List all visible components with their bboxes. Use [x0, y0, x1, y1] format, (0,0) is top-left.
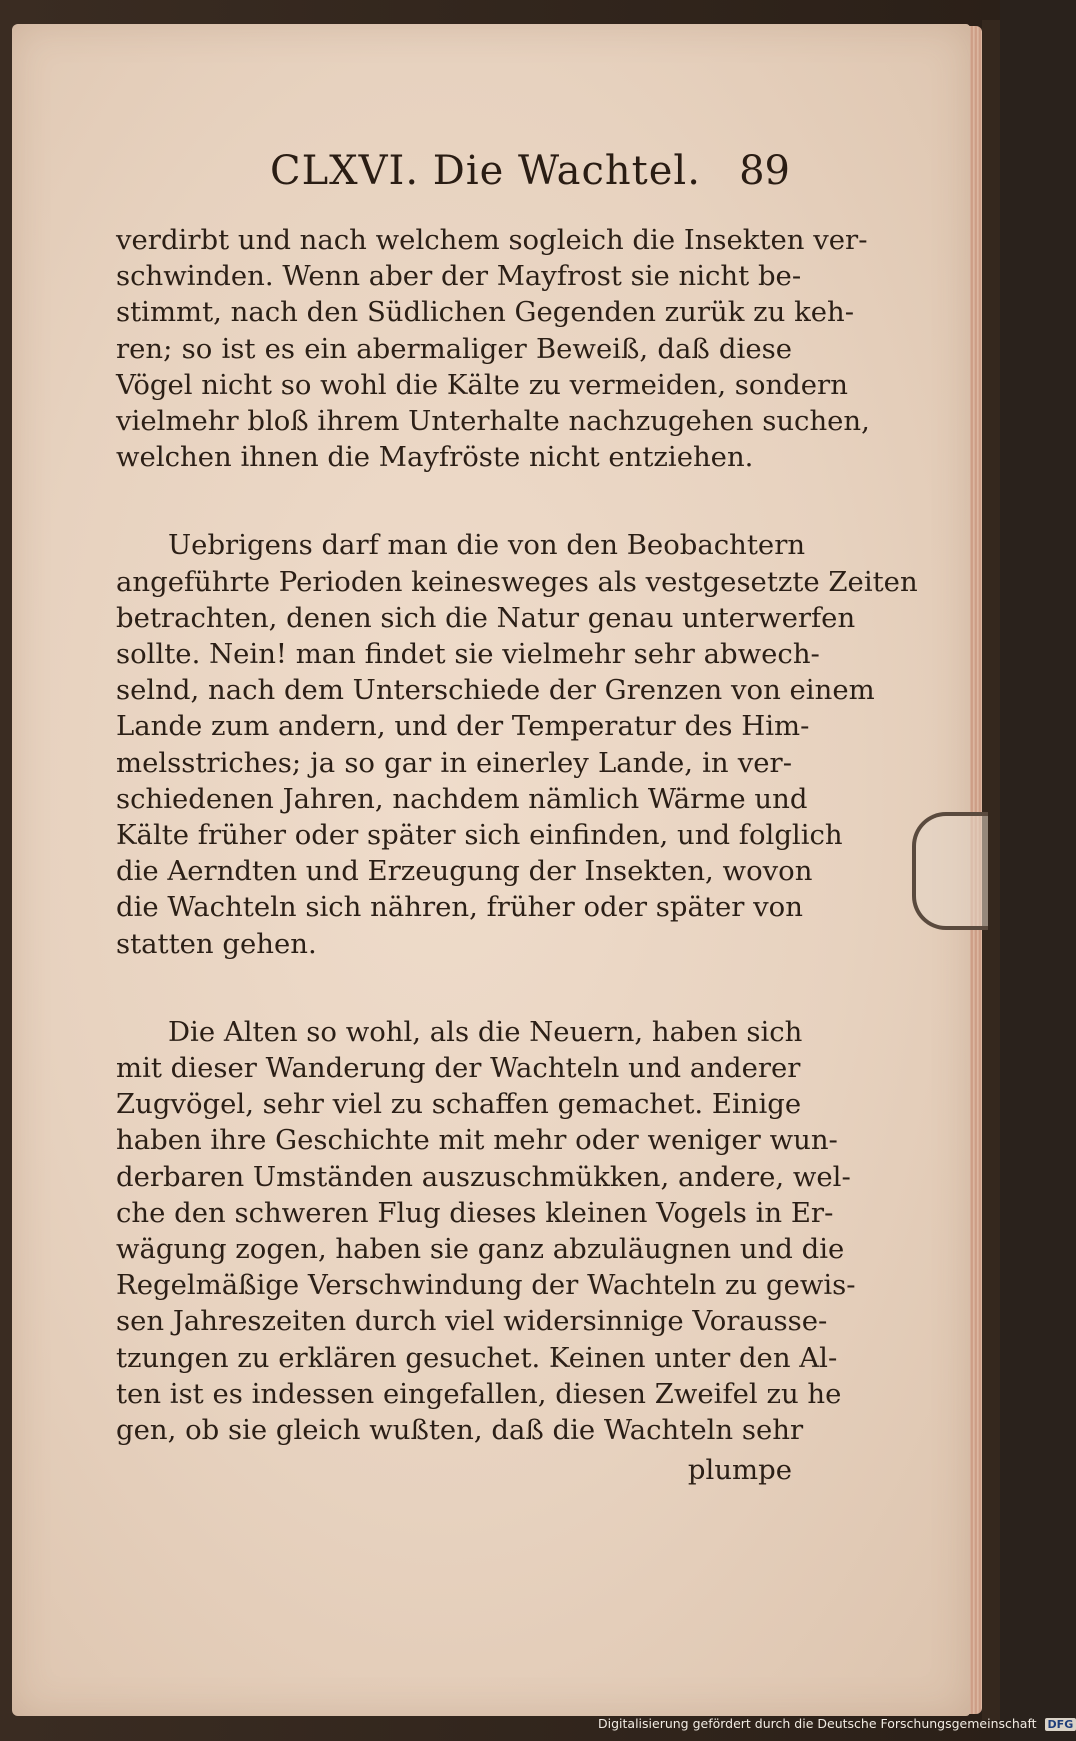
- text-line: Kälte früher oder später sich einfinden, und folglich: [116, 819, 843, 852]
- text-line: verdirbt und nach welchem sogleich die Insekten ver-: [116, 224, 868, 256]
- catchword: plumpe: [687, 1454, 792, 1486]
- running-header: [270, 148, 790, 208]
- text-line: mit dieser Wanderung der Wachteln und anderer: [116, 1052, 801, 1085]
- text-line: melsstriches; ja so gar in einerley Lande, in ver-: [116, 746, 792, 779]
- text-line: Regelmäßige Verschwindung der Wachteln zu gewis-: [116, 1269, 856, 1302]
- text-line: wägung zogen, haben sie ganz abzuläugnen und die: [116, 1233, 845, 1266]
- text-line: welchen ihnen die Mayfröste nicht entziehen.: [116, 441, 754, 474]
- paragraph-2: [116, 527, 918, 961]
- text-line: betrachten, denen sich die Natur genau unterwerfen: [116, 601, 856, 634]
- text-line: die Aerndten und Erzeugung der Insekten, wovon: [116, 855, 813, 888]
- text-line: Uebrigens darf man die von den Beobachtern: [168, 529, 806, 562]
- digitization-footer: [598, 1716, 1074, 1738]
- text-line: die Wachteln sich nähren, früher oder später von: [116, 891, 803, 924]
- body-text: [116, 222, 918, 1448]
- dfg-logo: DFG: [1045, 1718, 1076, 1731]
- text-line: gen, ob sie gleich wußten, daß die Wachteln sehr: [116, 1414, 804, 1447]
- text-line: ten ist es indessen eingefallen, diesen Zweifel zu he: [116, 1377, 842, 1410]
- text-line: tzungen zu erklären gesuchet. Keinen unter den Al-: [116, 1341, 838, 1374]
- footer-credit: Digitalisierung gefördert durch die Deutsche Forschungsgemeinschaft: [598, 1716, 1037, 1731]
- chapter-title: CLXVI. Die Wachtel.: [270, 148, 701, 194]
- page-number: 89: [739, 148, 790, 194]
- text-line: vielmehr bloß ihrem Unterhalte nachzugehen suchen,: [116, 405, 870, 438]
- text-line: sen Jahreszeiten durch viel widersinnige Voraussе-: [116, 1305, 828, 1338]
- text-line: derbaren Umständen auszuschmükken, andere, wel-: [116, 1160, 851, 1193]
- text-line: statten gehen.: [116, 927, 317, 960]
- paragraph-1: [116, 222, 870, 475]
- page-clip: [912, 812, 988, 930]
- text-line: Zugvögel, sehr viel zu schaffen gemachet. Einige: [116, 1088, 802, 1121]
- text-line: schiedenen Jahren, nachdem nämlich Wärme und: [116, 782, 808, 815]
- text-line: stimmt, nach den Südlichen Gegenden zurük zu keh-: [116, 296, 855, 329]
- text-line: Die Alten so wohl, als die Neuern, haben sich: [168, 1015, 803, 1048]
- text-line: schwinden. Wenn aber der Mayfrost sie nicht be-: [116, 260, 802, 293]
- text-line: Lande zum andern, und der Temperatur des Him-: [116, 710, 810, 743]
- text-line: selnd, nach dem Unterschiede der Grenzen von einem: [116, 674, 875, 707]
- text-line: ren; so ist es ein abermaliger Beweiß, daß diese: [116, 332, 792, 365]
- text-line: angeführte Perioden keinesweges als vestgesetzte Zeiten: [116, 565, 918, 598]
- paragraph-3: [116, 1014, 856, 1448]
- text-line: sollte. Nein! man findet sie vielmehr sehr abwech-: [116, 638, 820, 671]
- text-line: haben ihre Geschichte mit mehr oder weniger wun-: [116, 1124, 838, 1157]
- text-line: che den schweren Flug dieses kleinen Vogels in Er-: [116, 1196, 834, 1229]
- text-line: Vögel nicht so wohl die Kälte zu vermeiden, sondern: [116, 368, 848, 401]
